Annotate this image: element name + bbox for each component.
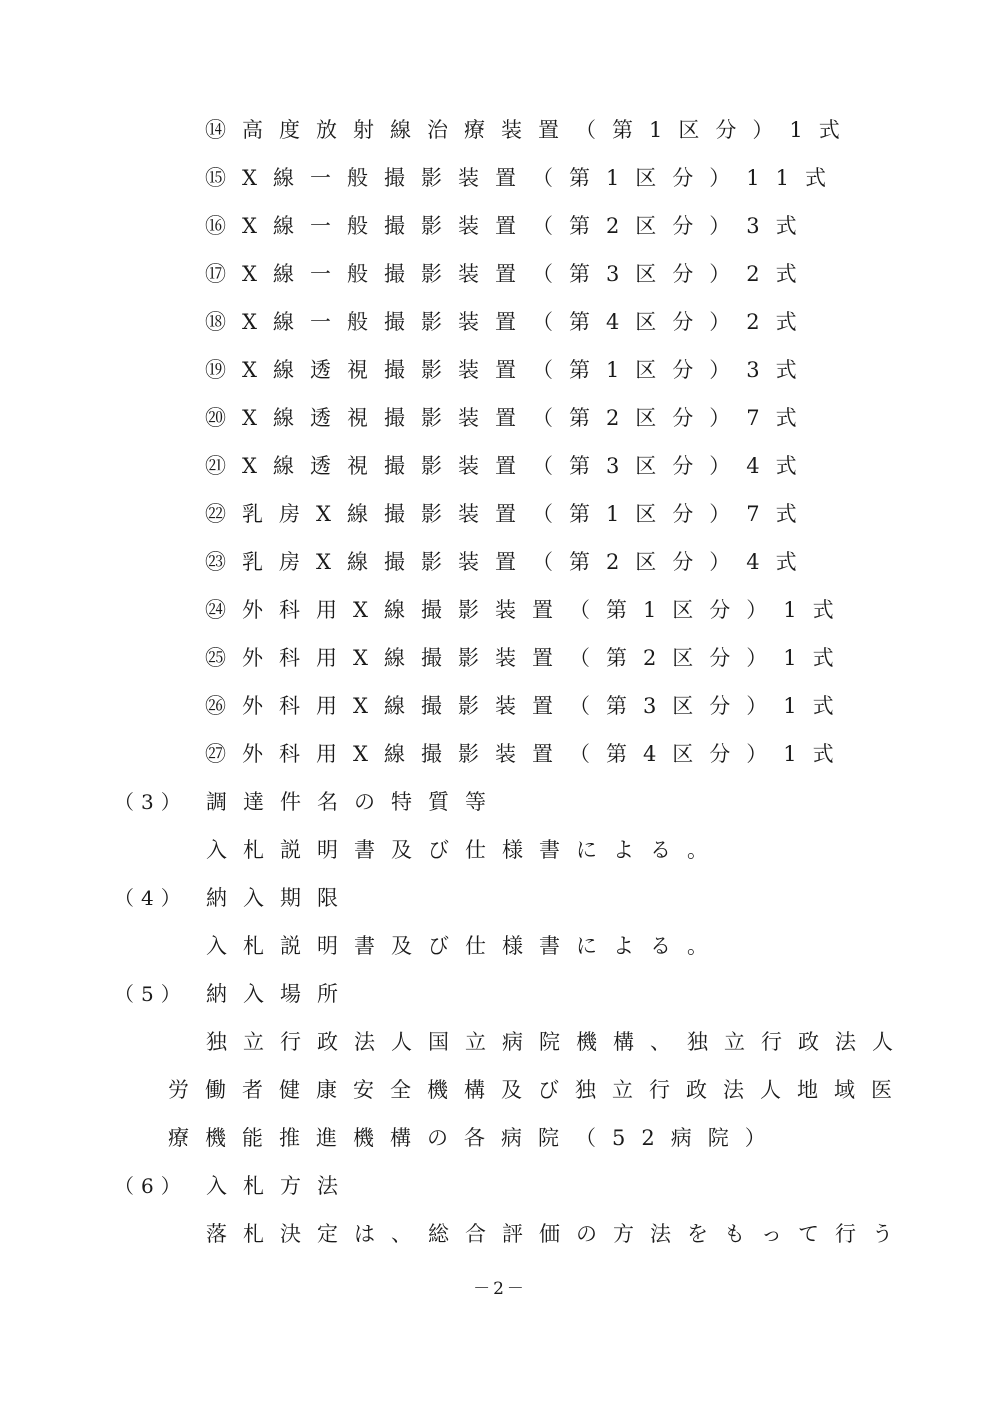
section-body-line: 入札説明書及び仕様書による。 xyxy=(206,934,724,958)
section-body-line: 労働者健康安全機構及び独立行政法人地域医 xyxy=(168,1078,908,1102)
equipment-item: ⑯X線一般撮影装置（第2区分）3式 xyxy=(205,214,813,238)
equipment-item: ⑱X線一般撮影装置（第4区分）2式 xyxy=(205,310,813,334)
equipment-item: ㉑X線透視撮影装置（第3区分）4式 xyxy=(205,454,813,478)
equipment-item: ⑮X線一般撮影装置（第1区分）11式 xyxy=(205,166,843,190)
equipment-item: ⑰X線一般撮影装置（第3区分）2式 xyxy=(205,262,813,286)
equipment-item: ⑭高度放射線治療装置（第1区分）1式 xyxy=(205,118,856,142)
section-number: （4） xyxy=(114,886,188,910)
equipment-item: ㉓乳房X線撮影装置（第2区分）4式 xyxy=(205,550,813,574)
section-number: （3） xyxy=(114,790,188,814)
equipment-item: ⑲X線透視撮影装置（第1区分）3式 xyxy=(205,358,813,382)
page-number: －2－ xyxy=(473,1279,527,1299)
section-body-line: 独立行政法人国立病院機構、独立行政法人 xyxy=(206,1030,909,1054)
section-body-line: 療機能推進機構の各病院（52病院） xyxy=(168,1126,782,1150)
equipment-item: ㉔外科用X線撮影装置（第1区分）1式 xyxy=(205,598,850,622)
section-title: 調達件名の特質等 xyxy=(206,790,502,814)
section-number: （6） xyxy=(114,1174,188,1198)
section-body-line: 入札説明書及び仕様書による。 xyxy=(206,838,724,862)
equipment-item: ⑳X線透視撮影装置（第2区分）7式 xyxy=(205,406,813,430)
section-title: 納入場所 xyxy=(206,982,354,1006)
equipment-item: ㉗外科用X線撮影装置（第4区分）1式 xyxy=(205,742,850,766)
section-number: （5） xyxy=(114,982,188,1006)
section-body-line: 落札決定は、総合評価の方法をもって行う xyxy=(206,1222,909,1246)
equipment-item: ㉖外科用X線撮影装置（第3区分）1式 xyxy=(205,694,850,718)
section-title: 納入期限 xyxy=(206,886,354,910)
equipment-item: ㉕外科用X線撮影装置（第2区分）1式 xyxy=(205,646,850,670)
section-title: 入札方法 xyxy=(206,1174,354,1198)
equipment-item: ㉒乳房X線撮影装置（第1区分）7式 xyxy=(205,502,813,526)
